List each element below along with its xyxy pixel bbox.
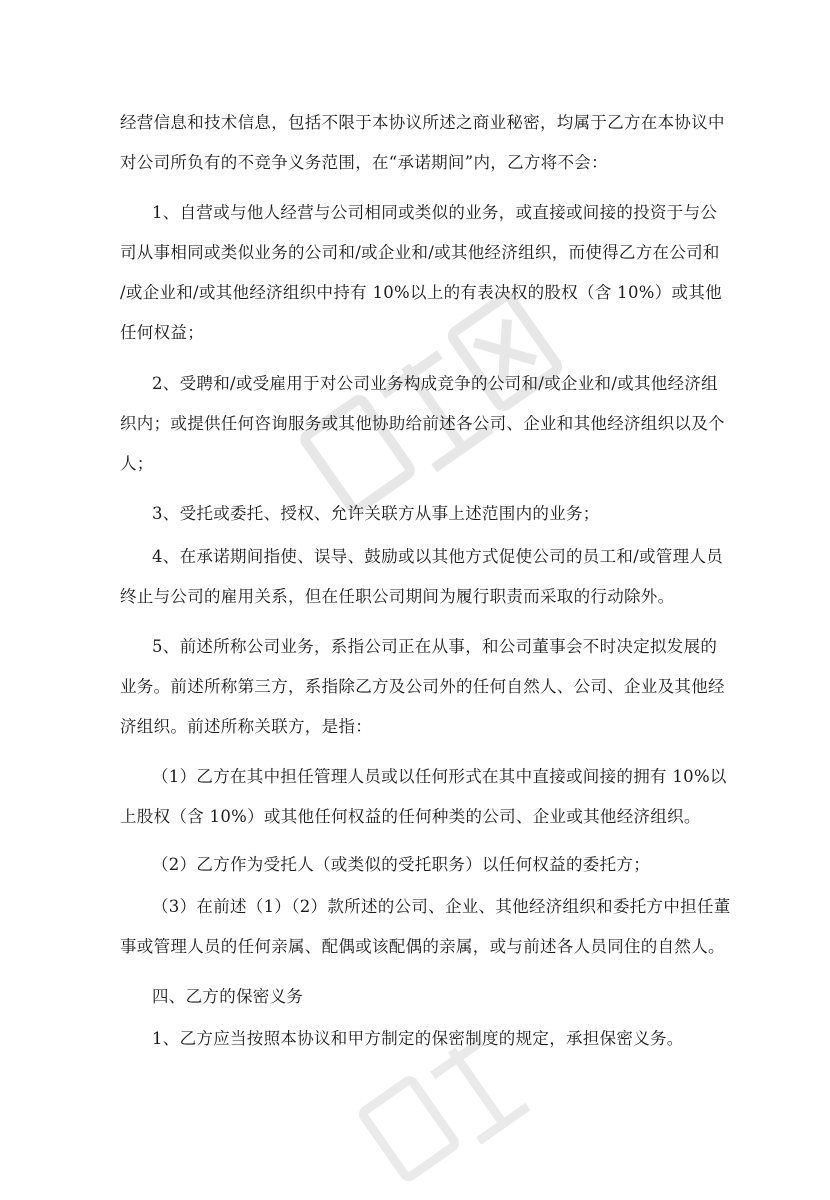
body-line: （3）在前述（1）（2）款所述的公司、企业、其他经济组织和委托方中担任董 xyxy=(152,897,731,916)
body-line: 2、受聘和/或受雇用于对公司业务构成竞争的公司和/或企业和/或其他经济组 xyxy=(152,374,718,393)
body-line: （2）乙方作为受托人（或类似的受托职务）以任何权益的委托方； xyxy=(152,855,650,874)
body-line: 织内；或提供任何咨询服务或其他协助给前述各公司、企业和其他经济组织以及个 xyxy=(120,414,725,433)
body-line: 上股权（含 10%）或其他任何权益的任何种类的公司、企业或其他经济组织。 xyxy=(120,807,701,826)
body-line: （1）乙方在其中担任管理人员或以任何形式在其中直接或间接的拥有 10%以 xyxy=(152,767,727,786)
body-line: 4、在承诺期间指使、误导、鼓励或以其他方式促使公司的员工和/或管理人员 xyxy=(152,547,724,566)
body-line: 5、前述所称公司业务，系指公司正在从事，和公司董事会不时决定拟发展的 xyxy=(152,637,718,656)
body-line: 事或管理人员的任何亲属、配偶或该配偶的亲属，或与前述各人员同住的自然人。 xyxy=(120,937,725,956)
body-line: 1、自营或与他人经营与公司相同或类似的业务，或直接或间接的投资于与公 xyxy=(152,203,718,222)
body-line: 业务。前述所称第三方，系指除乙方及公司外的任何自然人、公司、企业及其他经 xyxy=(120,677,725,696)
body-line: 3、受托或委托、授权、允许关联方从事上述范围内的业务； xyxy=(152,504,600,523)
body-line: 对公司所负有的不竞争义务范围，在“承诺期间”内，乙方将不会： xyxy=(120,153,608,172)
body-line: 人； xyxy=(120,454,154,473)
body-line: 终止与公司的雇用关系，但在任职公司期间为履行职责而采取的行动除外。 xyxy=(120,587,675,606)
body-line: 司从事相同或类似业务的公司和/或企业和/或其他经济组织，而使得乙方在公司和 xyxy=(120,243,720,262)
body-line: 经营信息和技术信息，包括不限于本协议所述之商业秘密，均属于乙方在本协议中 xyxy=(120,113,725,132)
body-line: 1、乙方应当按照本协议和甲方制定的保密制度的规定，承担保密义务。 xyxy=(152,1029,684,1048)
section-heading: 四、乙方的保密义务 xyxy=(152,987,304,1006)
body-line: 济组织。前述所称关联方，是指： xyxy=(120,717,372,736)
body-line: /或企业和/或其他经济组织中持有 10%以上的有表决权的股权（含 10%）或其他 xyxy=(120,283,722,302)
body-line: 任何权益； xyxy=(120,323,204,342)
